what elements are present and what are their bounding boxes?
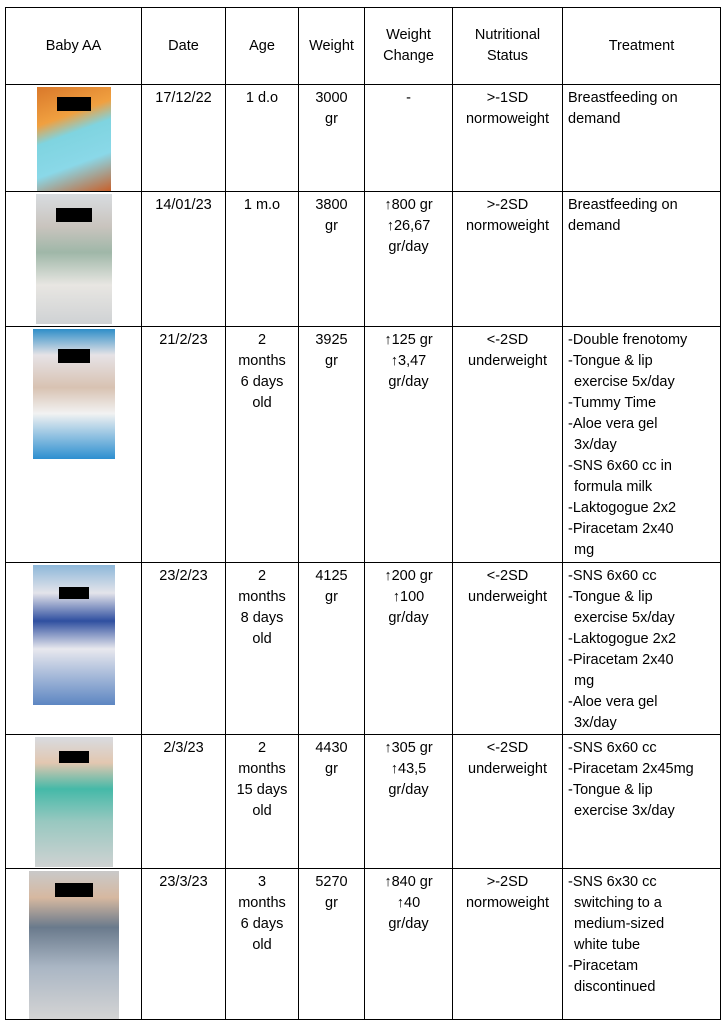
- treatment-line: formula milk: [574, 479, 653, 495]
- treatment-cell: [563, 192, 721, 327]
- nutritional-status-cell: [453, 869, 563, 1020]
- weight-change-cell: [365, 85, 453, 192]
- table-row: [6, 563, 721, 735]
- treatment-line: -Piracetam 2x40: [568, 521, 674, 537]
- privacy-bar: [57, 97, 91, 111]
- age-line: old: [252, 631, 272, 647]
- weight-cell: [299, 869, 365, 1020]
- treatment-line: -Piracetam 2x40: [568, 652, 674, 668]
- treatment-line: -Tongue & lip: [568, 589, 653, 605]
- table-row: [6, 869, 721, 1020]
- header-treatment: Treatment: [563, 8, 721, 85]
- treatment-line: -Tummy Time: [568, 395, 657, 411]
- treatment-line: Breastfeeding on: [568, 197, 678, 213]
- age-line: 3: [257, 874, 267, 890]
- weight-line: gr: [325, 761, 338, 777]
- table-row: [6, 85, 721, 192]
- treatment-line: discontinued: [574, 979, 656, 995]
- weight-change-line: -: [406, 90, 411, 106]
- weight-cell: [299, 735, 365, 869]
- treatment-line: -Aloe vera gel: [568, 416, 658, 432]
- header-date: Date: [142, 8, 226, 85]
- weight-change-line: ↑125 gr: [384, 332, 433, 348]
- treatment-line: -Tongue & lip: [568, 782, 653, 798]
- privacy-bar: [59, 751, 89, 763]
- weight-change-line: ↑26,67: [386, 218, 431, 234]
- age-cell: [226, 869, 299, 1020]
- age-cell: [226, 327, 299, 563]
- baby-photo: [33, 329, 115, 459]
- weight-change-line: gr/day: [388, 239, 429, 255]
- baby-photo: [35, 737, 113, 867]
- treatment-line: mg: [574, 673, 595, 689]
- weight-change-cell: [365, 192, 453, 327]
- treatment-cell: [563, 563, 721, 735]
- privacy-bar: [58, 349, 90, 363]
- weight-change-line: gr/day: [388, 782, 429, 798]
- weight-change-line: ↑40: [396, 895, 421, 911]
- nutritional-status-line: normoweight: [465, 895, 549, 911]
- treatment-line: white tube: [574, 937, 641, 953]
- privacy-bar: [55, 883, 93, 897]
- header-age: Age: [226, 8, 299, 85]
- weight-line: gr: [325, 895, 338, 911]
- baby-photo: [36, 194, 112, 324]
- treatment-line: 3x/day: [574, 715, 617, 731]
- nutritional-status-line: underweight: [468, 761, 547, 777]
- nutritional-status-line: >-2SD: [486, 197, 529, 213]
- weight-change-line: gr/day: [388, 610, 429, 626]
- header-baby: Baby AA: [6, 8, 142, 85]
- treatment-line: mg: [574, 542, 595, 558]
- date-cell: 23/3/23: [142, 869, 226, 1020]
- age-cell: [226, 563, 299, 735]
- header-row: [6, 8, 721, 85]
- treatment-line: demand: [568, 218, 621, 234]
- photo-cell: [6, 735, 142, 869]
- baby-photo: [29, 871, 119, 1019]
- treatment-cell: [563, 327, 721, 563]
- date-cell: 17/12/22: [142, 85, 226, 192]
- age-line: 1 d.o: [245, 90, 279, 106]
- age-line: months: [238, 761, 286, 777]
- weight-change-line: gr/day: [388, 916, 429, 932]
- weight-line: 3800: [315, 197, 348, 213]
- treatment-line: -SNS 6x60 cc: [568, 568, 657, 584]
- treatment-cell: [563, 869, 721, 1020]
- age-cell: [226, 735, 299, 869]
- age-line: 6 days: [240, 916, 284, 932]
- weight-line: 3925: [315, 332, 348, 348]
- weight-change-line: ↑100: [392, 589, 425, 605]
- treatment-line: 3x/day: [574, 437, 617, 453]
- age-line: 8 days: [240, 610, 284, 626]
- table-row: [6, 735, 721, 869]
- age-line: 6 days: [240, 374, 284, 390]
- nutritional-status-line: normoweight: [465, 218, 549, 234]
- date-cell: 2/3/23: [142, 735, 226, 869]
- weight-change-line: ↑43,5: [390, 761, 427, 777]
- nutritional-status-line: <-2SD: [486, 568, 529, 584]
- nutritional-status-line: <-2SD: [486, 740, 529, 756]
- weight-cell: [299, 327, 365, 563]
- nutritional-status-cell: [453, 85, 563, 192]
- photo-cell: [6, 327, 142, 563]
- age-cell: [226, 192, 299, 327]
- treatment-line: -SNS 6x30 cc: [568, 874, 657, 890]
- privacy-bar: [56, 208, 92, 222]
- photo-cell: [6, 192, 142, 327]
- nutritional-status-cell: [453, 327, 563, 563]
- photo-cell: [6, 85, 142, 192]
- age-line: months: [238, 589, 286, 605]
- treatment-line: switching to a: [574, 895, 662, 911]
- table-row: [6, 192, 721, 327]
- nutritional-status-line: underweight: [468, 589, 547, 605]
- treatment-line: -SNS 6x60 cc in: [568, 458, 672, 474]
- treatment-line: -Piracetam: [568, 958, 639, 974]
- weight-line: 4430: [315, 740, 348, 756]
- header-weight-change: Weight Change: [365, 8, 453, 85]
- table-row: [6, 327, 721, 563]
- treatment-line: -Laktogogue 2x2: [568, 500, 677, 516]
- nutritional-status-line: <-2SD: [486, 332, 529, 348]
- treatment-cell: [563, 85, 721, 192]
- privacy-bar: [59, 587, 89, 599]
- treatment-line: -Aloe vera gel: [568, 694, 658, 710]
- weight-change-cell: [365, 563, 453, 735]
- date-cell: 21/2/23: [142, 327, 226, 563]
- weight-change-line: gr/day: [388, 374, 429, 390]
- treatment-line: exercise 3x/day: [574, 803, 675, 819]
- weight-cell: [299, 192, 365, 327]
- age-line: 1 m.o: [243, 197, 281, 213]
- nutritional-status-line: >-2SD: [486, 874, 529, 890]
- age-line: 2: [257, 740, 267, 756]
- nutritional-status-line: underweight: [468, 353, 547, 369]
- nutritional-status-line: >-1SD: [486, 90, 529, 106]
- nutritional-status-cell: [453, 735, 563, 869]
- weight-line: gr: [325, 111, 338, 127]
- weight-line: 3000: [315, 90, 348, 106]
- baby-photo: [33, 565, 115, 705]
- age-cell: [226, 85, 299, 192]
- weight-change-cell: [365, 869, 453, 1020]
- treatment-line: -Double frenotomy: [568, 332, 688, 348]
- weight-cell: [299, 85, 365, 192]
- age-line: 2: [257, 332, 267, 348]
- treatment-line: exercise 5x/day: [574, 374, 675, 390]
- weight-change-cell: [365, 327, 453, 563]
- age-line: old: [252, 395, 272, 411]
- weight-line: gr: [325, 218, 338, 234]
- photo-cell: [6, 869, 142, 1020]
- date-cell: 14/01/23: [142, 192, 226, 327]
- age-line: 2: [257, 568, 267, 584]
- photo-cell: [6, 563, 142, 735]
- nutritional-status-line: normoweight: [465, 111, 549, 127]
- treatment-line: -Laktogogue 2x2: [568, 631, 677, 647]
- weight-change-line: ↑200 gr: [384, 568, 433, 584]
- age-line: months: [238, 353, 286, 369]
- weight-line: gr: [325, 353, 338, 369]
- treatment-line: -Piracetam 2x45mg: [568, 761, 694, 777]
- weight-cell: [299, 563, 365, 735]
- treatment-line: -Tongue & lip: [568, 353, 653, 369]
- weight-line: 5270: [315, 874, 348, 890]
- treatment-cell: [563, 735, 721, 869]
- header-nutritional-status: Nutritional Status: [453, 8, 563, 85]
- weight-line: 4125: [315, 568, 348, 584]
- treatment-line: Breastfeeding on: [568, 90, 678, 106]
- baby-photo: [37, 87, 111, 191]
- growth-table: [5, 7, 721, 1020]
- weight-line: gr: [325, 589, 338, 605]
- age-line: old: [252, 803, 272, 819]
- weight-change-line: ↑3,47: [390, 353, 427, 369]
- weight-change-line: ↑305 gr: [384, 740, 433, 756]
- age-line: old: [252, 937, 272, 953]
- date-cell: 23/2/23: [142, 563, 226, 735]
- nutritional-status-cell: [453, 563, 563, 735]
- weight-change-line: ↑840 gr: [384, 874, 433, 890]
- treatment-line: -SNS 6x60 cc: [568, 740, 657, 756]
- header-weight: Weight: [299, 8, 365, 85]
- nutritional-status-cell: [453, 192, 563, 327]
- treatment-line: medium-sized: [574, 916, 665, 932]
- treatment-line: exercise 5x/day: [574, 610, 675, 626]
- weight-change-cell: [365, 735, 453, 869]
- weight-change-line: ↑800 gr: [384, 197, 433, 213]
- age-line: 15 days: [236, 782, 288, 798]
- treatment-line: demand: [568, 111, 621, 127]
- age-line: months: [238, 895, 286, 911]
